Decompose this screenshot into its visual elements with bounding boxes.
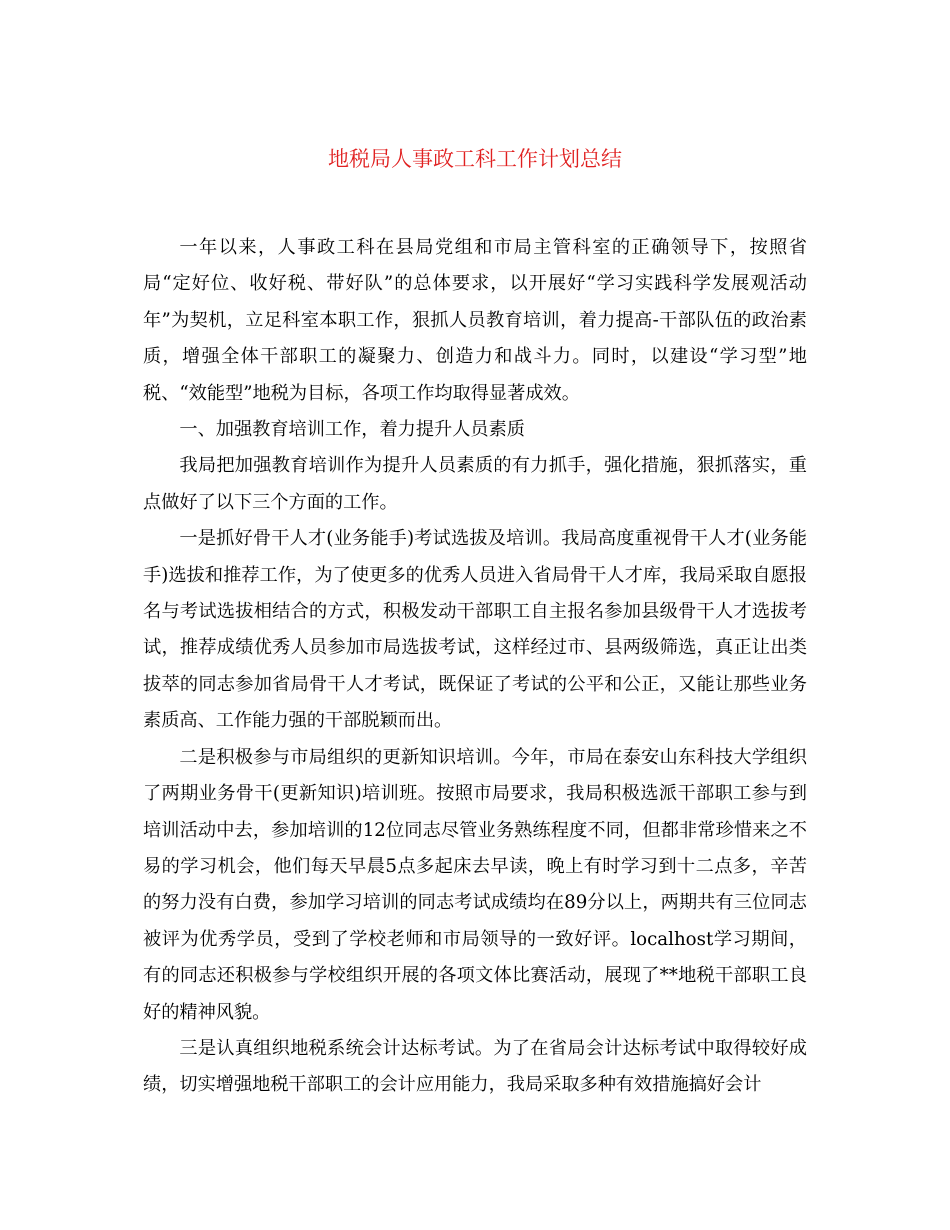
section-heading-1: 一、加强教育培训工作，着力提升人员素质 [179, 419, 525, 441]
paragraph-section-intro: 我局把加强教育培训作为提升人员素质的有力抓手，强化措施，狠抓落实，重点做好了以下三个方面的工作。 [143, 455, 807, 513]
document-title: 地税局人事政工科工作计划总结 [328, 147, 622, 171]
paragraph-intro: 一年以来，人事政工科在县局党组和市局主管科室的正确领导下，按照省局“定好位、收好税、带好队”的总体要求，以开展好“学习实践科学发展观活动年”为契机，立足科室本职工作，狠抓人员教育培训，着力提高-干部队伍的政治素质，增强全体干部职工的凝聚力、创造力和战斗力。同时，以建设“学习型”地税、“效能型”地税为目标，各项工作均取得显著成效。 [143, 237, 807, 404]
paragraph-item-1: 一是抓好骨干人才(业务能手)考试选拔及培训。我局高度重视骨干人才(业务能手)选拔和推荐工作，为了使更多的优秀人员进入省局骨干人才库，我局采取自愿报名与考试选拔相结合的方式，积极发动干部职工自主报名参加县级骨干人才选拔考试，推荐成绩优秀人员参加市局选拔考试，这样经过市、县两级筛选，真正让出类拔萃的同志参加省局骨干人才考试，既保证了考试的公平和公正，又能让那些业务素质高、工作能力强的干部脱颖而出。 [143, 528, 807, 732]
document-body [143, 230, 807, 1104]
paragraph-item-3: 三是认真组织地税系统会计达标考试。为了在省局会计达标考试中取得较好成绩，切实增强地税干部职工的会计应用能力，我局采取多种有效措施搞好会计 [143, 1037, 807, 1096]
paragraph-item-2: 二是积极参与市局组织的更新知识培训。今年，市局在泰安山东科技大学组织了两期业务骨干(更新知识)培训班。按照市局要求，我局积极选派干部职工参与到培训活动中去，参加培训的12位同志尽管业务熟练程度不同，但都非常珍惜来之不易的学习机会，他们每天早晨5点多起床去早读，晚上有时学习到十二点多，辛苦的努力没有白费，参加学习培训的同志考试成绩均在89分以上，两期共有三位同志被评为优秀学员，受到了学校老师和市局领导的一致好评。localhost学习期间，有的同志还积极参与学校组织开展的各项文体比赛活动，展现了**地税干部职工良好的精神风貌。 [143, 746, 807, 1023]
